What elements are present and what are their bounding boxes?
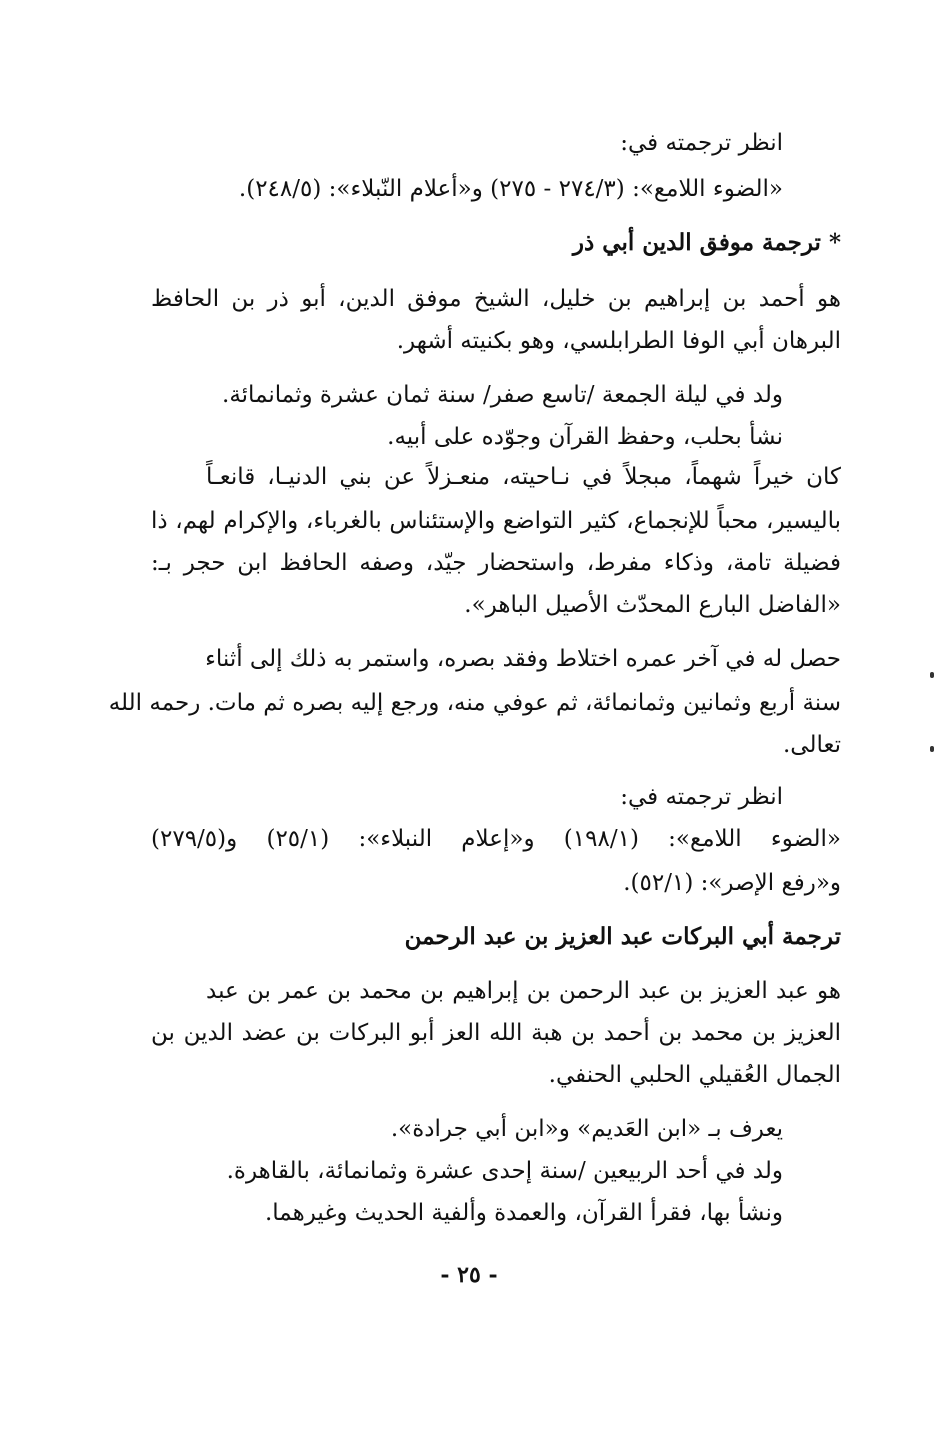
scan-speck xyxy=(930,672,934,678)
paragraph-line: هو عبد العزيز بن عبد الرحمن بن إبراهيم بن محمد بن عمر بن عبد xyxy=(206,978,841,1004)
paragraph-line: ولد في ليلة الجمعة /تاسع صفر/ سنة ثمان عشرة وثمانمائة. xyxy=(222,382,783,408)
paragraph-line: «الفاضل البارع المحدّث الأصيل الباهر». xyxy=(464,592,841,618)
paragraph-line: كان خيراً شهماً، مبجلاً في نـاحيته، منعـزلاً عن بني الدنيـا، قانعـاً xyxy=(206,464,841,490)
paragraph-line: تعالى. xyxy=(783,732,841,758)
paragraph-line: ونشأ بها، فقرأ القرآن، والعمدة وألفية الحديث وغيرهما. xyxy=(264,1200,783,1226)
paragraph-line: ولد في أحد الربيعين /سنة إحدى عشرة وثمانمائة، بالقاهرة. xyxy=(226,1158,783,1184)
reference-list: «الضوء اللامع»: (١٩٨/١) و«إعلام النبلاء»: (٢٥/١) و(٢٧٩/٥) xyxy=(151,826,841,852)
section-heading: * ترجمة موفق الدين أبي ذر xyxy=(572,229,841,256)
paragraph-line: سنة أربع وثمانين وثمانمائة، ثم عوفي منه، ورجع إليه بصره ثم مات. رحمه الله xyxy=(108,690,841,716)
paragraph-line: يعرف بـ «ابن العَديم» و«ابن أبي جرادة». xyxy=(390,1116,783,1142)
paragraph-line: البرهان أبي الوفا الطرابلسي، وهو بكنيته أشهر. xyxy=(396,328,841,354)
paragraph-line: فضيلة تامة، وذكاء مفرط، واستحضار جيّد، وصفه الحافظ ابن حجر بـ: xyxy=(151,550,841,576)
section-heading: ترجمة أبي البركات عبد العزيز بن عبد الرحمن xyxy=(404,923,841,950)
reference-intro: انظر ترجمته في: xyxy=(620,784,783,810)
paragraph-line: هو أحمد بن إبراهيم بن خليل، الشيخ موفق الدين، أبو ذر بن الحافظ xyxy=(151,286,841,312)
paragraph-line: العزيز بن محمد بن أحمد بن هبة الله العز أبو البركات بن عضد الدين بن xyxy=(151,1020,841,1046)
reference-list: و«رفع الإصر»: (٥٢/١). xyxy=(623,870,841,896)
reference-list: «الضوء اللامع»: (٢٧٤/٣ - ٢٧٥) و«أعلام النّبلاء»: (٢٤٨/٥). xyxy=(238,176,783,202)
page-number: - ٢٥ - xyxy=(440,1262,498,1288)
paragraph-line: باليسير، محباً للإنجماع، كثير التواضع والإستئناس بالغرباء، والإكرام لهم، ذا xyxy=(151,508,841,534)
paragraph-line: الجمال العُقيلي الحلبي الحنفي. xyxy=(548,1062,841,1088)
paragraph-line: نشأ بحلب، وحفظ القرآن وجوّده على أبيه. xyxy=(387,424,783,450)
scan-speck xyxy=(930,746,934,752)
reference-intro: انظر ترجمته في: xyxy=(620,130,783,156)
paragraph-line: حصل له في آخر عمره اختلاط وفقد بصره، واستمر به ذلك إلى أثناء xyxy=(205,646,841,672)
